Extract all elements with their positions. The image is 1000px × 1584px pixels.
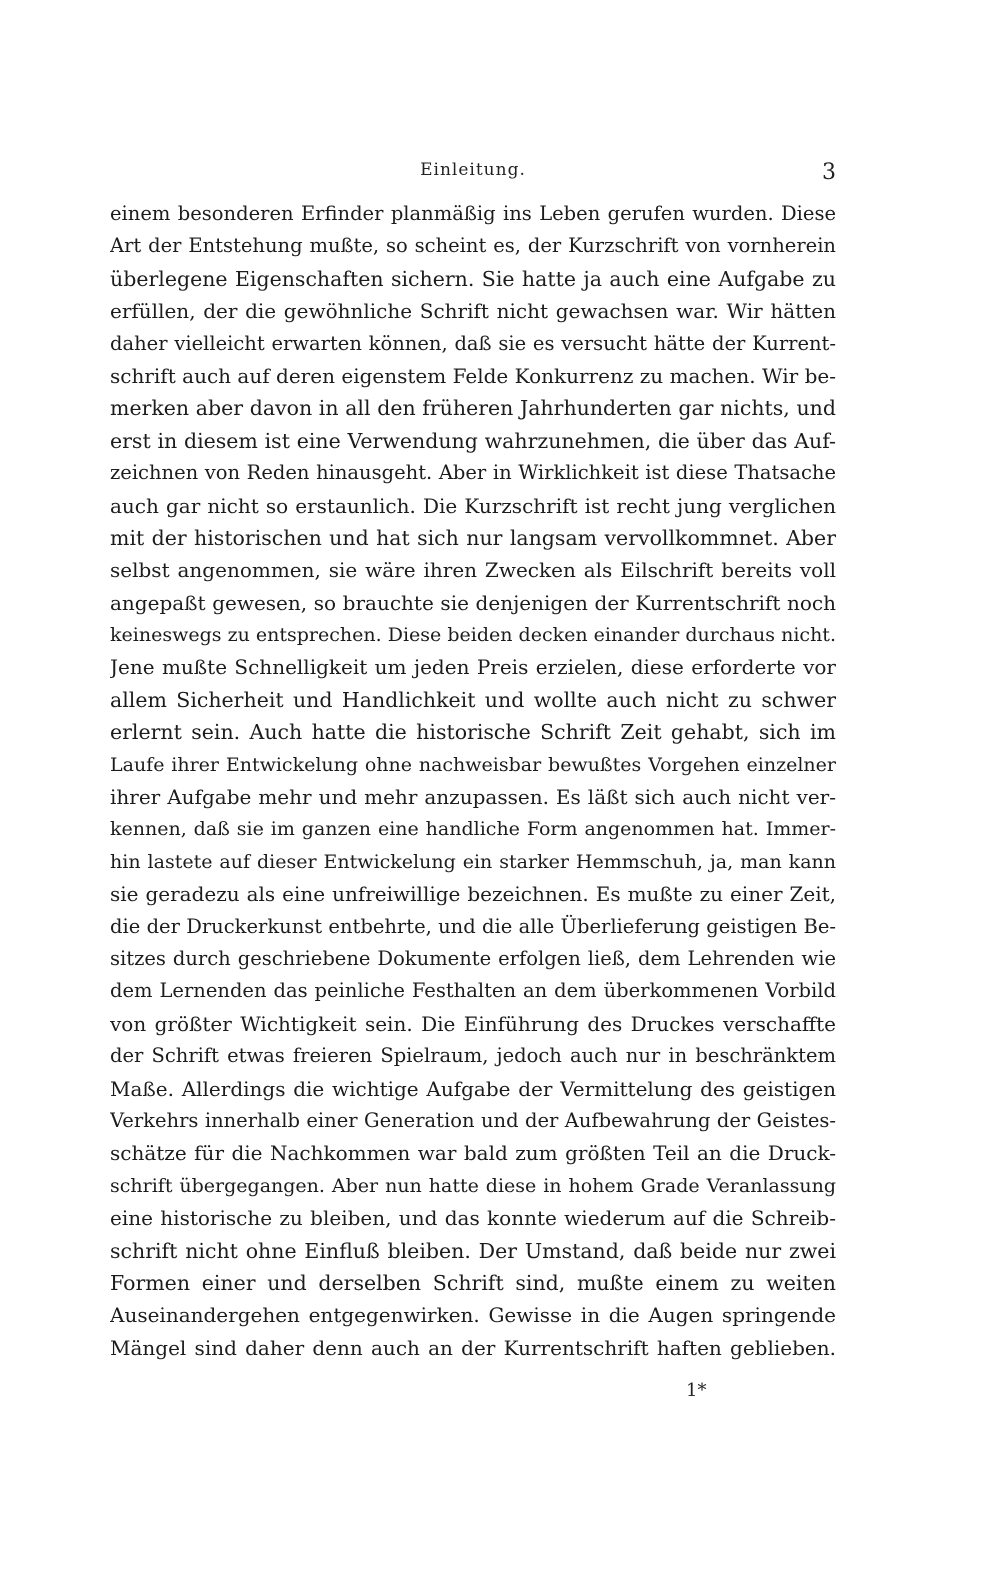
text-line: Mängel sind daher denn auch an der Kurrentschrift haften geblieben.: [110, 1335, 836, 1360]
page-number: 3: [822, 160, 836, 185]
text-line: zeichnen von Reden hinausgeht. Aber in Wirklichkeit ist diese Thatsache: [110, 461, 836, 485]
text-line: sitzes durch geschriebene Dokumente erfolgen ließ, dem Lehrenden wie: [110, 946, 836, 970]
text-line: erfüllen, der die gewöhnliche Schrift nicht gewachsen war. Wir hätten: [110, 299, 836, 324]
text-line: sie geradezu als eine unfreiwillige bezeichnen. Es mußte zu einer Zeit,: [110, 882, 836, 907]
text-line: schrift übergegangen. Aber nun hatte diese in hohem Grade Veranlassung: [110, 1174, 836, 1197]
text-line: ihrer Aufgabe mehr und mehr anzupassen. Es läßt sich auch nicht ver-: [110, 785, 836, 810]
text-line: eine historische zu bleiben, und das konnte wiederum auf die Schreib-: [110, 1206, 836, 1231]
text-line: allem Sicherheit und Handlichkeit und wollte auch nicht zu schwer: [110, 687, 836, 712]
text-line: merken aber davon in all den früheren Jahrhunderten gar nichts, und: [110, 396, 836, 421]
text-line: Formen einer und derselben Schrift sind, mußte einem zu weiten: [110, 1270, 836, 1295]
text-line: überlegene Eigenschaften sichern. Sie hatte ja auch eine Aufgabe zu: [110, 266, 836, 291]
text-line: Verkehrs innerhalb einer Generation und der Aufbewahrung der Geistes-: [110, 1108, 836, 1132]
text-line: Art der Entstehung mußte, so scheint es, der Kurzschrift von vornherein: [110, 234, 836, 258]
text-line: die der Druckerkunst entbehrte, und die alle Überlieferung geistigen Be-: [110, 914, 836, 938]
text-line: von größter Wichtigkeit sein. Die Einführung des Druckes verschaffte: [110, 1011, 836, 1036]
text-line: auch gar nicht so erstaunlich. Die Kurzschrift ist recht jung verglichen: [110, 493, 836, 518]
signature-mark: 1*: [686, 1380, 707, 1401]
text-line: Auseinandergehen entgegenwirken. Gewisse in die Augen springende: [110, 1303, 836, 1328]
text-line: schrift nicht ohne Einfluß bleiben. Der Umstand, daß beide nur zwei: [110, 1238, 836, 1263]
text-line: kennen, daß sie im ganzen eine handliche Form angenommen hat. Immer-: [110, 818, 836, 841]
text-line: selbst angenommen, sie wäre ihren Zwecken als Eilschrift bereits voll: [110, 558, 836, 583]
text-line: Jene mußte Schnelligkeit um jeden Preis erzielen, diese erforderte vor: [110, 655, 836, 680]
text-line: keineswegs zu entsprechen. Diese beiden decken einander durchaus nicht.: [110, 624, 836, 647]
body-text: [110, 198, 836, 1364]
text-line: angepaßt gewesen, so brauchte sie denjenigen der Kurrentschrift noch: [110, 590, 836, 615]
text-line: mit der historischen und hat sich nur langsam vervollkommnet. Aber: [110, 525, 836, 550]
header-title: Einleitung.: [420, 160, 526, 180]
text-line: Laufe ihrer Entwickelung ohne nachweisbar bewußtes Vorgehen einzelner: [110, 753, 836, 776]
text-line: daher vielleicht erwarten können, daß sie es versucht hätte der Kurrent-: [110, 331, 836, 355]
text-line: schätze für die Nachkommen war bald zum größten Teil an die Druck-: [110, 1141, 836, 1166]
running-header: [110, 160, 836, 188]
text-line: erlernt sein. Auch hatte die historische Schrift Zeit gehabt, sich im: [110, 720, 836, 745]
text-line: hin lastete auf dieser Entwickelung ein starker Hemmschuh, ja, man kann: [110, 850, 836, 873]
text-line: schrift auch auf deren eigenstem Felde Konkurrenz zu machen. Wir be-: [110, 363, 836, 388]
text-line: der Schrift etwas freieren Spielraum, jedoch auch nur in beschränktem: [110, 1044, 836, 1068]
text-line: Maße. Allerdings die wichtige Aufgabe der Vermittelung des geistigen: [110, 1076, 836, 1101]
text-line: dem Lernenden das peinliche Festhalten an dem überkommenen Vorbild: [110, 979, 836, 1003]
text-line: einem besonderen Erfinder planmäßig ins Leben gerufen wurden. Diese: [110, 202, 836, 225]
text-line: erst in diesem ist eine Verwendung wahrzunehmen, die über das Auf-: [110, 428, 836, 453]
